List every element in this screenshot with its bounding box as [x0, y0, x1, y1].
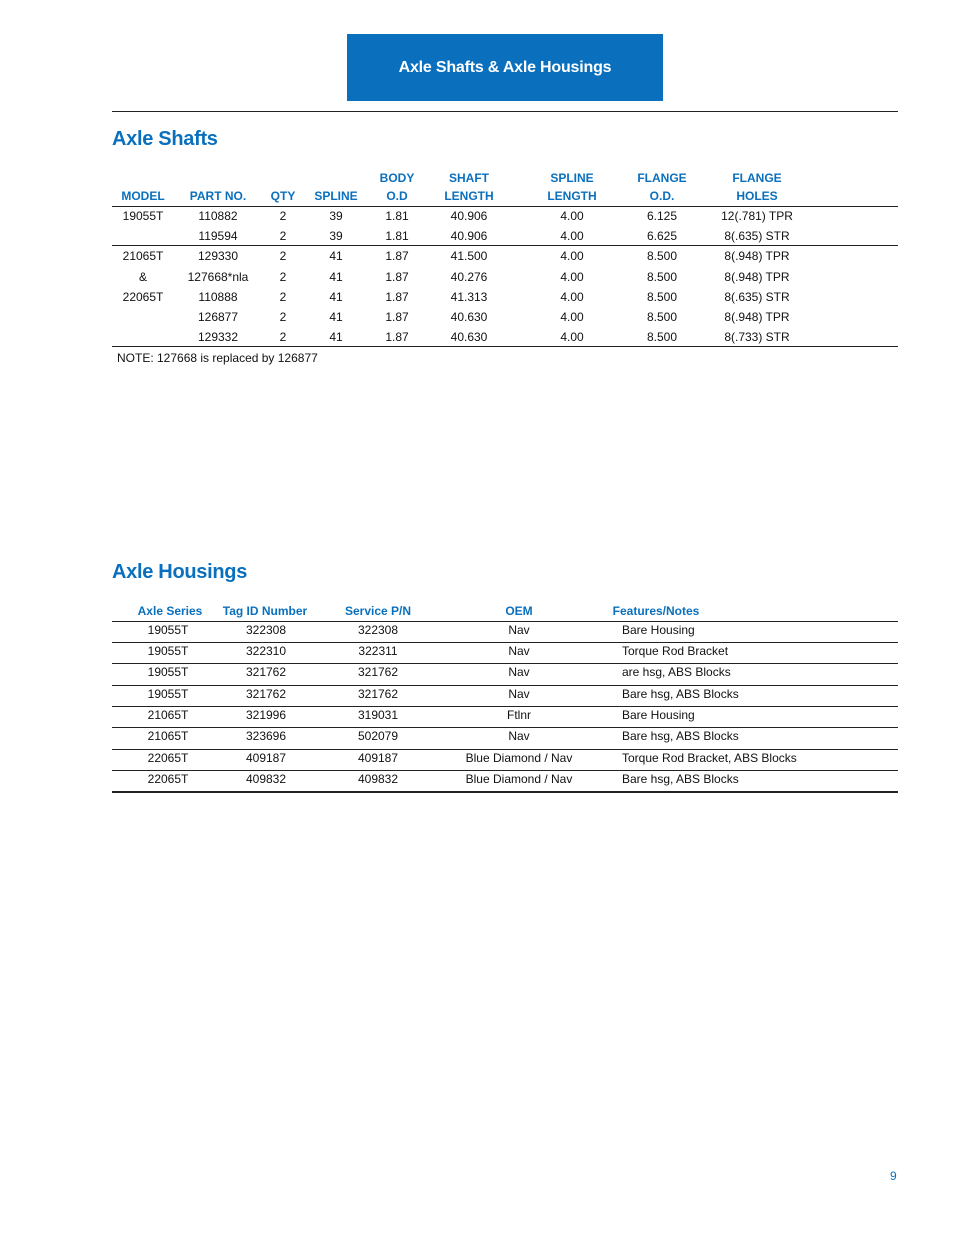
shafts-cell: 8(.733) STR — [724, 330, 790, 344]
shafts-cell: 2 — [279, 330, 287, 344]
shafts-title: Axle Shafts — [112, 128, 218, 150]
housings-cell: Bare Housing — [622, 623, 695, 637]
shafts-col-header-line1 — [178, 169, 258, 187]
shafts-col-header — [372, 169, 422, 205]
shafts-cell: 8(.948) TPR — [724, 270, 790, 284]
shafts-cell: 8(.948) TPR — [724, 310, 790, 324]
shafts-cell: 6.125 — [646, 209, 678, 223]
shafts-cell: 1.87 — [385, 270, 409, 284]
shafts-cell: 1.87 — [385, 290, 409, 304]
shafts-col-header-line1 — [309, 169, 364, 187]
shafts-cell: 8.500 — [646, 290, 678, 304]
shafts-rule — [112, 245, 898, 246]
shafts-cell: 2 — [279, 310, 287, 324]
shafts-cell: 110888 — [198, 290, 238, 304]
shafts-col-header-line2: SPLINE — [314, 189, 358, 203]
shafts-col-header — [537, 169, 607, 205]
housings-title: Axle Housings — [112, 561, 248, 583]
shafts-cell: 1.87 — [385, 330, 409, 344]
housings-cell: Bare hsg, ABS Blocks — [622, 687, 739, 701]
housings-cell: Ftlnr — [507, 708, 531, 722]
shafts-cell: 19055T — [122, 209, 164, 223]
shafts-cell: 2 — [279, 209, 287, 223]
shafts-col-header-line1: BODY — [379, 171, 415, 185]
housings-cell: 19055T — [147, 665, 189, 679]
housings-rule — [112, 663, 898, 664]
page-number: 9 — [890, 1169, 897, 1183]
housings-cell: 409832 — [245, 772, 287, 786]
housings-rule — [112, 706, 898, 707]
shafts-col-header — [627, 169, 697, 205]
shafts-cell: 2 — [279, 249, 287, 263]
shafts-cell: 127668*nla — [187, 270, 249, 284]
shafts-col-header — [108, 169, 178, 205]
shafts-col-header-line1 — [108, 169, 178, 187]
shafts-cell: 41 — [329, 249, 343, 263]
housings-rule — [112, 770, 898, 771]
housings-col-header: Axle Series — [137, 604, 203, 618]
housings-cell: 21065T — [147, 729, 189, 743]
housings-cell: Blue Diamond / Nav — [465, 751, 573, 765]
housings-cell: 323696 — [245, 729, 287, 743]
shafts-col-header-line1: FLANGE — [732, 171, 782, 185]
shafts-col-header-line2: QTY — [270, 189, 296, 203]
housings-cell: Torque Rod Bracket — [622, 644, 729, 658]
shafts-cell: 8(.635) STR — [724, 290, 790, 304]
housings-col-header: Service P/N — [344, 604, 412, 618]
housings-cell: 409832 — [357, 772, 399, 786]
housings-cell: 21065T — [147, 708, 189, 722]
housings-cell: 321762 — [245, 687, 287, 701]
housings-cell: 321762 — [357, 665, 399, 679]
shafts-cell: 4.00 — [560, 310, 584, 324]
shafts-cell: 4.00 — [560, 290, 584, 304]
shafts-col-header-line2: HOLES — [736, 189, 778, 203]
housings-cell: Nav — [508, 644, 530, 658]
shafts-cell: 110882 — [198, 209, 238, 223]
shafts-cell: 39 — [329, 209, 343, 223]
shafts-cell: 21065T — [122, 249, 164, 263]
shafts-rule — [112, 206, 898, 207]
shafts-cell: 41 — [329, 310, 343, 324]
shafts-cell: 41.313 — [450, 290, 488, 304]
shafts-cell: 4.00 — [560, 209, 584, 223]
housings-rule — [112, 749, 898, 750]
housings-cell: 322310 — [245, 644, 287, 658]
shafts-cell: & — [138, 270, 147, 284]
shafts-col-header-line2: LENGTH — [444, 189, 494, 203]
shafts-cell: 4.00 — [560, 249, 584, 263]
housings-cell: 22065T — [147, 751, 189, 765]
shafts-cell: 22065T — [122, 290, 164, 304]
housings-rule — [112, 727, 898, 728]
shafts-col-header — [434, 169, 504, 205]
shafts-cell: 6.625 — [646, 229, 678, 243]
shafts-cell: 129330 — [197, 249, 239, 263]
banner-title: Axle Shafts & Axle Housings — [398, 58, 612, 76]
shafts-cell: 126877 — [197, 310, 239, 324]
shafts-cell: 4.00 — [560, 330, 584, 344]
housings-cell: Bare Housing — [622, 708, 695, 722]
housings-rule — [112, 685, 898, 686]
shafts-cell: 2 — [279, 270, 287, 284]
shafts-cell: 1.81 — [385, 209, 409, 223]
divider — [112, 111, 898, 112]
housings-cell: Nav — [508, 623, 530, 637]
shafts-note: NOTE: 127668 is replaced by 126877 — [117, 351, 318, 365]
shafts-cell: 41 — [329, 330, 343, 344]
housings-col-header: OEM — [505, 604, 533, 618]
housings-cell: 319031 — [357, 708, 399, 722]
housings-cell: 321762 — [357, 687, 399, 701]
housings-cell: Bare hsg, ABS Blocks — [622, 772, 739, 786]
housings-col-header: Tag ID Number — [222, 604, 308, 618]
shafts-col-header-line2: PART NO. — [189, 189, 247, 203]
housings-cell: 322311 — [358, 644, 398, 658]
housings-cell: 502079 — [357, 729, 399, 743]
shafts-cell: 1.87 — [385, 310, 409, 324]
shafts-col-header-line2: O.D. — [649, 189, 675, 203]
shafts-cell: 12(.781) TPR — [721, 209, 793, 223]
shafts-cell: 8.500 — [646, 270, 678, 284]
shafts-cell: 8.500 — [646, 330, 678, 344]
shafts-cell: 40.906 — [450, 209, 488, 223]
shafts-cell: 8.500 — [646, 249, 678, 263]
shafts-cell: 119594 — [198, 229, 238, 243]
shafts-col-header-line1: SHAFT — [449, 171, 489, 185]
shafts-cell: 40.630 — [450, 330, 488, 344]
shafts-cell: 40.906 — [450, 229, 488, 243]
housings-bottom-rule — [112, 791, 898, 793]
shafts-col-header-line2: MODEL — [121, 189, 165, 203]
shafts-col-header-line2: O.D — [386, 189, 408, 203]
shafts-col-header-line1: SPLINE — [550, 171, 594, 185]
housings-cell: 22065T — [147, 772, 189, 786]
housings-cell: 322308 — [357, 623, 399, 637]
housings-cell: are hsg, ABS Blocks — [622, 665, 731, 679]
housings-cell: 321762 — [245, 665, 287, 679]
shafts-cell: 4.00 — [560, 229, 584, 243]
shafts-col-header — [707, 169, 807, 205]
shafts-cell: 41 — [329, 270, 343, 284]
housings-cell: 409187 — [357, 751, 399, 765]
shafts-cell: 4.00 — [560, 270, 584, 284]
shafts-cell: 8(.948) TPR — [724, 249, 790, 263]
shafts-cell: 41.500 — [450, 249, 488, 263]
shafts-col-header — [309, 169, 364, 205]
shafts-cell: 39 — [329, 229, 343, 243]
housings-cell: Nav — [508, 665, 530, 679]
housings-cell: Blue Diamond / Nav — [465, 772, 573, 786]
housings-cell: 19055T — [147, 687, 189, 701]
housings-cell: Torque Rod Bracket, ABS Blocks — [622, 751, 797, 765]
shafts-cell: 40.630 — [450, 310, 488, 324]
shafts-col-header — [263, 169, 303, 205]
shafts-cell: 8.500 — [646, 310, 678, 324]
housings-cell: Nav — [508, 729, 530, 743]
shafts-cell: 129332 — [197, 330, 239, 344]
shafts-col-header-line1: FLANGE — [637, 171, 687, 185]
housings-cell: 322308 — [245, 623, 287, 637]
shafts-cell: 40.276 — [450, 270, 488, 284]
housings-rule — [112, 621, 898, 622]
housings-col-header: Features/Notes — [612, 604, 700, 618]
shafts-cell: 41 — [329, 290, 343, 304]
housings-cell: 19055T — [147, 623, 189, 637]
shafts-cell: 2 — [279, 229, 287, 243]
shafts-cell: 1.87 — [385, 249, 409, 263]
housings-cell: 409187 — [245, 751, 287, 765]
housings-cell: Bare hsg, ABS Blocks — [622, 729, 739, 743]
housings-cell: Nav — [508, 687, 530, 701]
shafts-col-header-line2: LENGTH — [547, 189, 597, 203]
housings-cell: 321996 — [245, 708, 287, 722]
shafts-col-header — [178, 169, 258, 205]
housings-rule — [112, 642, 898, 643]
section-banner — [347, 34, 663, 101]
shafts-rule — [112, 346, 898, 347]
shafts-cell: 8(.635) STR — [724, 229, 790, 243]
shafts-cell: 2 — [279, 290, 287, 304]
housings-cell: 19055T — [147, 644, 189, 658]
shafts-col-header-line1 — [263, 169, 303, 187]
shafts-cell: 1.81 — [385, 229, 409, 243]
